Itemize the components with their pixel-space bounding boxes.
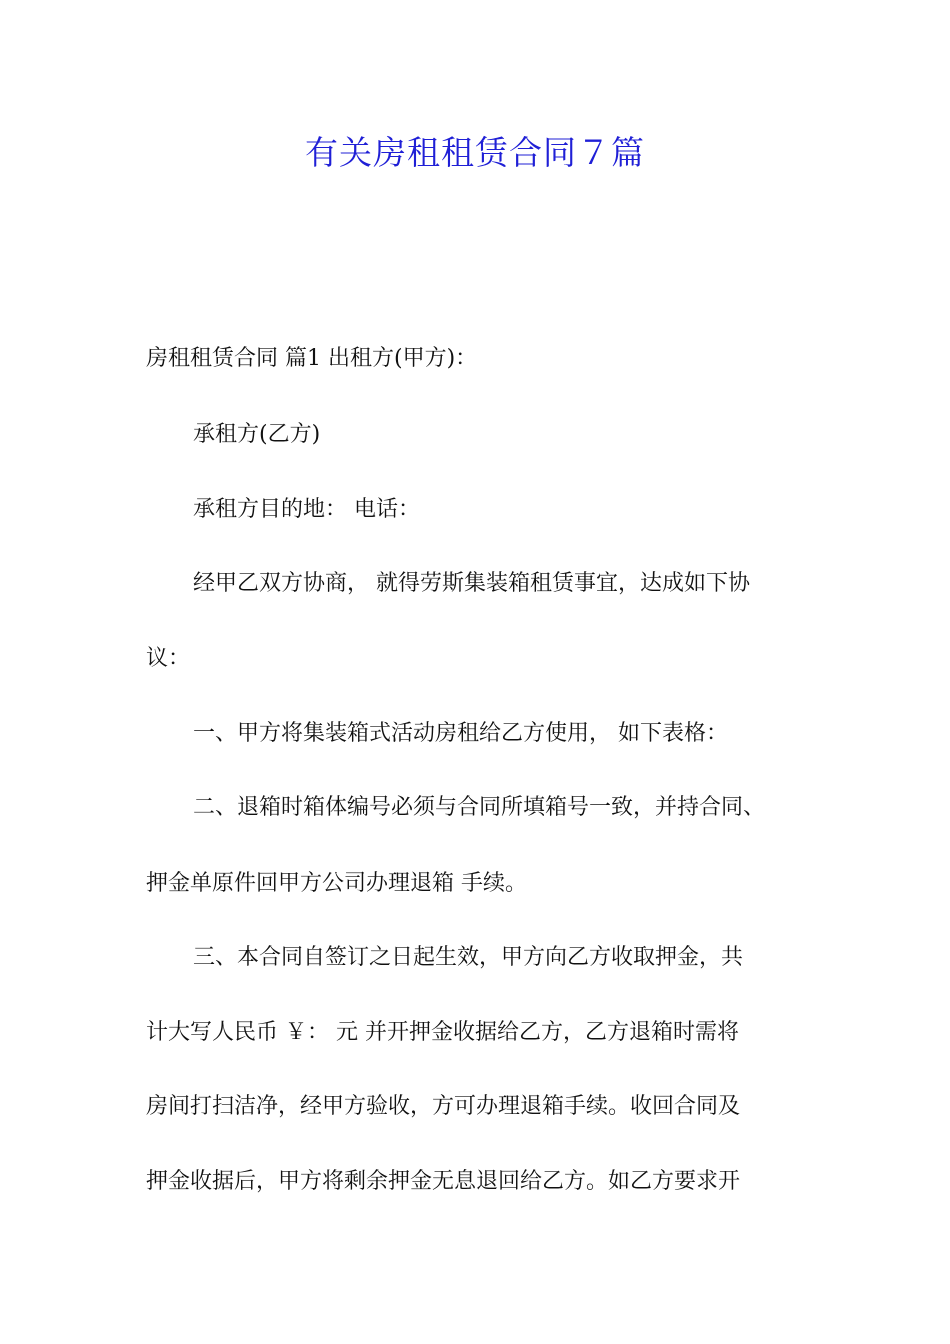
paragraph-line: 议： [146,646,191,671]
paragraph-line: 承租方(乙方) [193,422,321,447]
paragraph-line: 房间打扫洁净，经甲方验收，方可办理退箱手续。收回合同及 [146,1094,741,1119]
paragraph-line: 押金单原件回甲方公司办理退箱 手续。 [146,871,527,896]
document-title: 有关房租租赁合同７篇 [305,133,645,172]
paragraph-line: 计大写人民币 ￥： 元 并开押金收据给乙方，乙方退箱时需将 [146,1020,739,1045]
paragraph-line: 三、本合同自签订之日起生效，甲方向乙方收取押金，共 [193,945,744,970]
paragraph-line: 承租方目的地： 电话： [193,497,420,522]
paragraph-line: 经甲乙双方协商， 就得劳斯集装箱租赁事宜，达成如下协 [193,571,750,596]
paragraph-line: 一、甲方将集装箱式活动房租给乙方使用， 如下表格： [193,721,728,746]
paragraph-line: 二、退箱时箱体编号必须与合同所填箱号一致，并持合同、 [193,795,766,820]
paragraph-line: 押金收据后，甲方将剩余押金无息退回给乙方。如乙方要求开 [146,1169,741,1194]
paragraph-line: 房租租赁合同 篇1 出租方(甲方)： [146,346,478,371]
